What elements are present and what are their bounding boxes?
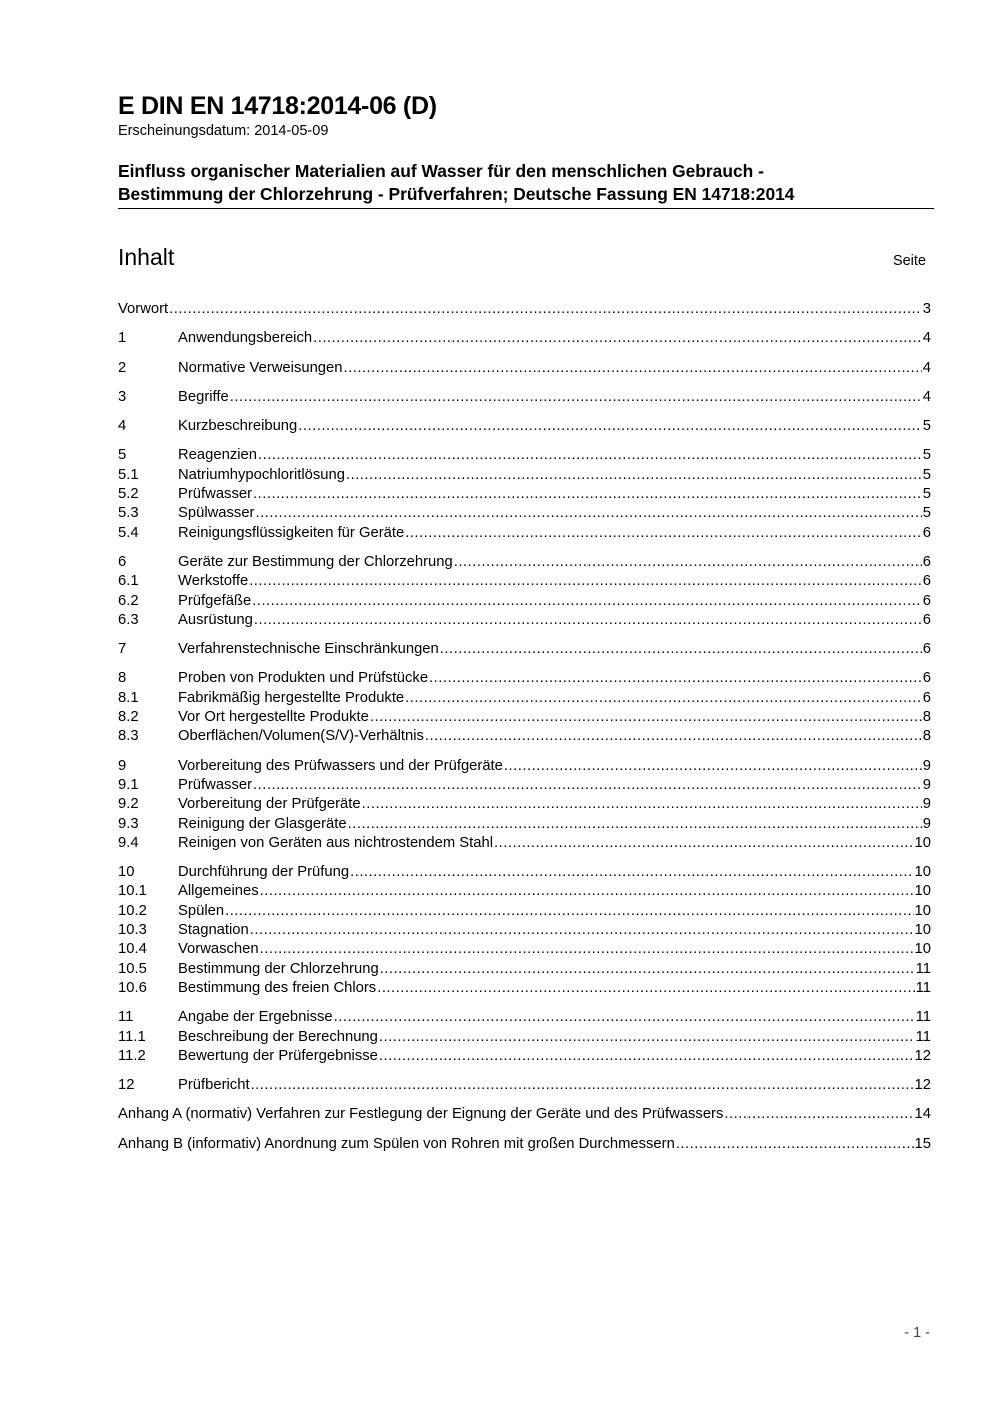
toc-entry-number: 5.3 [118,505,139,522]
toc-group [118,359,931,378]
dot-leader [429,669,922,688]
toc-entry[interactable] [118,940,931,959]
document-title [118,160,934,209]
dot-leader [298,417,921,436]
toc-entry-page: 4 [922,359,931,376]
dot-leader [676,1135,914,1154]
toc-entry-page: 4 [922,388,931,405]
toc-group [118,1135,931,1154]
toc-entry-page: 4 [922,330,931,347]
toc-entry-page: 6 [922,689,931,706]
toc-entry-number: 2 [118,359,127,376]
toc-entry-title: Reagenzien [178,447,257,464]
toc-entry-number: 10.1 [118,883,147,900]
toc-entry[interactable] [118,1047,931,1066]
toc-entry[interactable] [118,1076,931,1095]
toc-entry-title: Spülen [178,902,225,919]
toc-entry[interactable] [118,553,931,572]
toc-entry-page: 10 [914,941,931,958]
dot-leader [440,640,922,659]
toc-entry-title: Spülwasser [178,505,255,522]
toc-group [118,446,931,542]
toc-group [118,553,931,630]
toc-entry-page: 5 [922,486,931,503]
toc-entry-page: 10 [914,834,931,851]
toc-entry-page: 5 [922,505,931,522]
document-header [118,92,934,140]
toc-entry-title: Vorbereitung des Prüfwassers und der Prüfgeräte [178,757,503,774]
dot-leader [254,611,922,630]
toc-entry-number: 6.3 [118,611,139,628]
toc-entry-title: Reinigen von Geräten aus nichtrostendem Stahl [178,834,494,851]
toc-entry-page: 10 [914,902,931,919]
toc-entry-title: Durchführung der Prüfung [178,864,350,881]
toc-entry-page: 14 [914,1106,931,1123]
toc-entry-number: 8.3 [118,728,139,745]
toc-entry-number: 5.2 [118,486,139,503]
toc-entry-page: 11 [915,979,931,996]
title-line-1: Einfluss organischer Materialien auf Wasser für den menschlichen Gebrauch - [118,161,764,181]
toc-entry-page: 6 [922,641,931,658]
toc-entry-page: 9 [922,776,931,793]
toc-entry-title: Anhang B (informativ) Anordnung zum Spülen von Rohren mit großen Durchmessern [118,1135,675,1152]
toc-entry-number: 10.4 [118,941,147,958]
dot-leader [504,757,922,776]
toc-entry[interactable] [118,689,931,708]
toc-entry-number: 5 [118,447,127,464]
dot-leader [344,359,922,378]
toc-entry-number: 6.1 [118,573,139,590]
dot-leader [253,485,922,504]
toc-entry[interactable] [118,1028,931,1047]
toc-entry-title: Reinigung der Glasgeräte [178,815,347,832]
toc-entry-page: 15 [914,1135,931,1152]
toc-entry-number: 10.3 [118,922,147,939]
dot-leader [313,329,922,348]
toc-entry-title: Oberflächen/Volumen(S/V)-Verhältnis [178,728,424,745]
dot-leader [255,504,921,523]
toc-entry[interactable] [118,417,931,436]
toc-entry-page: 8 [922,728,931,745]
title-line-2: Bestimmung der Chlorzehrung - Prüfverfahren; Deutsche Fassung EN 14718:2014 [118,184,795,204]
toc-entry-number: 11 [118,1009,134,1026]
toc-entry-number: 11.2 [118,1047,146,1064]
toc-entry-number: 7 [118,641,127,658]
dot-leader [348,815,922,834]
toc-entry-page: 6 [922,670,931,687]
toc-heading-row [118,244,926,274]
toc-entry[interactable] [118,446,931,465]
toc-entry-page: 12 [914,1077,931,1094]
dot-leader [225,902,913,921]
toc-entry[interactable] [118,300,931,319]
toc-entry-title: Stagnation [178,922,249,939]
toc-entry-page: 8 [922,709,931,726]
toc-entry-title: Reinigungsflüssigkeiten für Geräte [178,524,405,541]
toc-entry[interactable] [118,329,931,348]
toc-entry-title: Werkstoffe [178,573,249,590]
toc-entry-page: 6 [922,611,931,628]
toc-entry-title: Angabe der Ergebnisse [178,1009,333,1026]
toc-entry-page: 9 [922,796,931,813]
toc-entry-page: 6 [922,553,931,570]
toc-entry[interactable] [118,902,931,921]
dot-leader [251,1076,914,1095]
toc-entry-title: Prüfwasser [178,486,253,503]
toc-entry[interactable] [118,795,931,814]
toc-entry-number: 3 [118,388,127,405]
toc-entry-number: 6 [118,553,127,570]
toc-entry-page: 5 [922,447,931,464]
toc-heading: Inhalt [118,244,175,270]
toc-entry[interactable] [118,592,931,611]
toc-entry-title: Geräte zur Bestimmung der Chlorzehrung [178,553,453,570]
toc-group [118,640,931,659]
toc-entry-number: 9.2 [118,796,139,813]
toc-entry-number: 10 [118,864,135,881]
dot-leader [405,524,922,543]
toc-entry-title: Prüfwasser [178,776,253,793]
toc-entry-page: 5 [922,466,931,483]
toc-entry[interactable] [118,863,931,882]
toc-group [118,1105,931,1124]
dot-leader [362,795,922,814]
toc-entry-title: Anhang A (normativ) Verfahren zur Festlegung der Eignung der Geräte und des Prüfwassers [118,1106,724,1123]
publication-date: Erscheinungsdatum: 2014-05-09 [118,123,329,139]
toc-entry-title: Verfahrenstechnische Einschränkungen [178,641,439,658]
toc-entry-page: 9 [922,757,931,774]
dot-leader [370,708,922,727]
toc-entry-number: 5.1 [118,466,139,483]
dot-leader [454,553,922,572]
toc-group [118,863,931,998]
toc-entry[interactable] [118,504,931,523]
toc-entry-title: Vor Ort hergestellte Produkte [178,709,369,726]
toc-entry-number: 1 [118,330,127,347]
toc-entry[interactable] [118,611,931,630]
toc-entry-page: 12 [914,1047,931,1064]
toc-entry[interactable] [118,466,931,485]
toc-entry-number: 9 [118,757,127,774]
toc-entry-number: 6.2 [118,592,139,609]
toc-entry-page: 6 [922,524,931,541]
toc-entry[interactable] [118,979,931,998]
toc-entry-title: Begriffe [178,388,229,405]
toc-group [118,669,931,746]
toc-entry-title: Prüfgefäße [178,592,252,609]
dot-leader [346,466,922,485]
toc-entry-title: Anwendungsbereich [178,330,313,347]
toc-entry[interactable] [118,921,931,940]
toc-entry[interactable] [118,485,931,504]
dot-leader [260,940,914,959]
toc-group [118,388,931,407]
toc-entry-number: 5.4 [118,524,139,541]
toc-entry-title: Natriumhypochloritlösung [178,466,345,483]
dot-leader [724,1105,913,1124]
dot-leader [250,921,914,940]
toc-entry[interactable] [118,1008,931,1027]
toc-entry[interactable] [118,757,931,776]
toc-entry-page: 10 [914,883,931,900]
dot-leader [169,300,922,319]
toc-group [118,417,931,436]
toc-entry-number: 10.5 [118,960,147,977]
toc-entry[interactable] [118,882,931,901]
dot-leader [377,979,914,998]
toc-entry-title: Kurzbeschreibung [178,418,298,435]
toc-entry[interactable] [118,708,931,727]
dot-leader [230,388,922,407]
dot-leader [334,1008,915,1027]
toc-entry[interactable] [118,359,931,378]
toc-entry-title: Prüfbericht [178,1077,250,1094]
dot-leader [405,689,922,708]
toc-entry[interactable] [118,960,931,979]
dot-leader [350,863,913,882]
page-column-label: Seite [892,253,926,269]
toc-entry-number: 9.1 [118,776,139,793]
document-id: E DIN EN 14718:2014-06 (D) [118,92,437,120]
toc-entry-title: Vorwort [118,301,169,317]
toc-entry-page: 11 [915,1028,931,1045]
toc-entry[interactable] [118,1135,931,1154]
toc-entry-title: Proben von Produkten und Prüfstücke [178,670,429,687]
toc-entry-page: 9 [922,815,931,832]
toc-entry[interactable] [118,388,931,407]
toc-group [118,757,931,853]
dot-leader [258,446,922,465]
toc-entry-number: 8.1 [118,689,139,706]
toc-entry[interactable] [118,640,931,659]
dot-leader [252,592,922,611]
toc-entry-title: Bestimmung der Chlorzehrung [178,960,379,977]
toc-entry-page: 3 [922,301,931,317]
table-of-contents [118,300,931,1164]
toc-entry[interactable] [118,815,931,834]
dot-leader [494,834,913,853]
toc-entry-number: 9.4 [118,834,139,851]
toc-entry-page: 10 [914,864,931,881]
toc-entry-number: 10.6 [118,979,147,996]
toc-entry-title: Vorwaschen [178,941,259,958]
toc-entry-page: 6 [922,592,931,609]
page-number: - 1 - [904,1325,930,1341]
toc-group [118,300,931,319]
toc-entry[interactable] [118,669,931,688]
toc-entry[interactable] [118,1105,931,1124]
toc-entry-title: Beschreibung der Berechnung [178,1028,378,1045]
toc-entry-number: 9.3 [118,815,139,832]
toc-entry[interactable] [118,834,931,853]
toc-entry-title: Allgemeines [178,883,259,900]
toc-entry[interactable] [118,524,931,543]
toc-entry[interactable] [118,727,931,746]
toc-entry-title: Fabrikmäßig hergestellte Produkte [178,689,405,706]
toc-entry-page: 11 [915,1009,931,1026]
toc-entry-title: Normative Verweisungen [178,359,343,376]
dot-leader [380,960,915,979]
toc-entry[interactable] [118,776,931,795]
toc-group [118,329,931,348]
toc-entry-number: 12 [118,1077,135,1094]
toc-entry-page: 11 [915,960,931,977]
toc-entry-page: 6 [922,573,931,590]
toc-entry-title: Bestimmung des freien Chlors [178,979,377,996]
toc-entry-title: Vorbereitung der Prüfgeräte [178,796,361,813]
toc-group [118,1076,931,1095]
toc-entry-number: 8 [118,670,127,687]
toc-entry-title: Bewertung der Prüfergebnisse [178,1047,378,1064]
dot-leader [379,1047,914,1066]
toc-entry[interactable] [118,572,931,591]
toc-entry-page: 5 [922,418,931,435]
toc-entry-page: 10 [914,922,931,939]
dot-leader [425,727,922,746]
dot-leader [260,882,914,901]
dot-leader [253,776,922,795]
dot-leader [379,1028,915,1047]
toc-entry-number: 8.2 [118,709,139,726]
dot-leader [249,572,922,591]
toc-group [118,1008,931,1066]
toc-entry-number: 11.1 [118,1028,146,1045]
toc-entry-number: 4 [118,418,127,435]
toc-entry-title: Ausrüstung [178,611,253,628]
toc-entry-number: 10.2 [118,902,147,919]
